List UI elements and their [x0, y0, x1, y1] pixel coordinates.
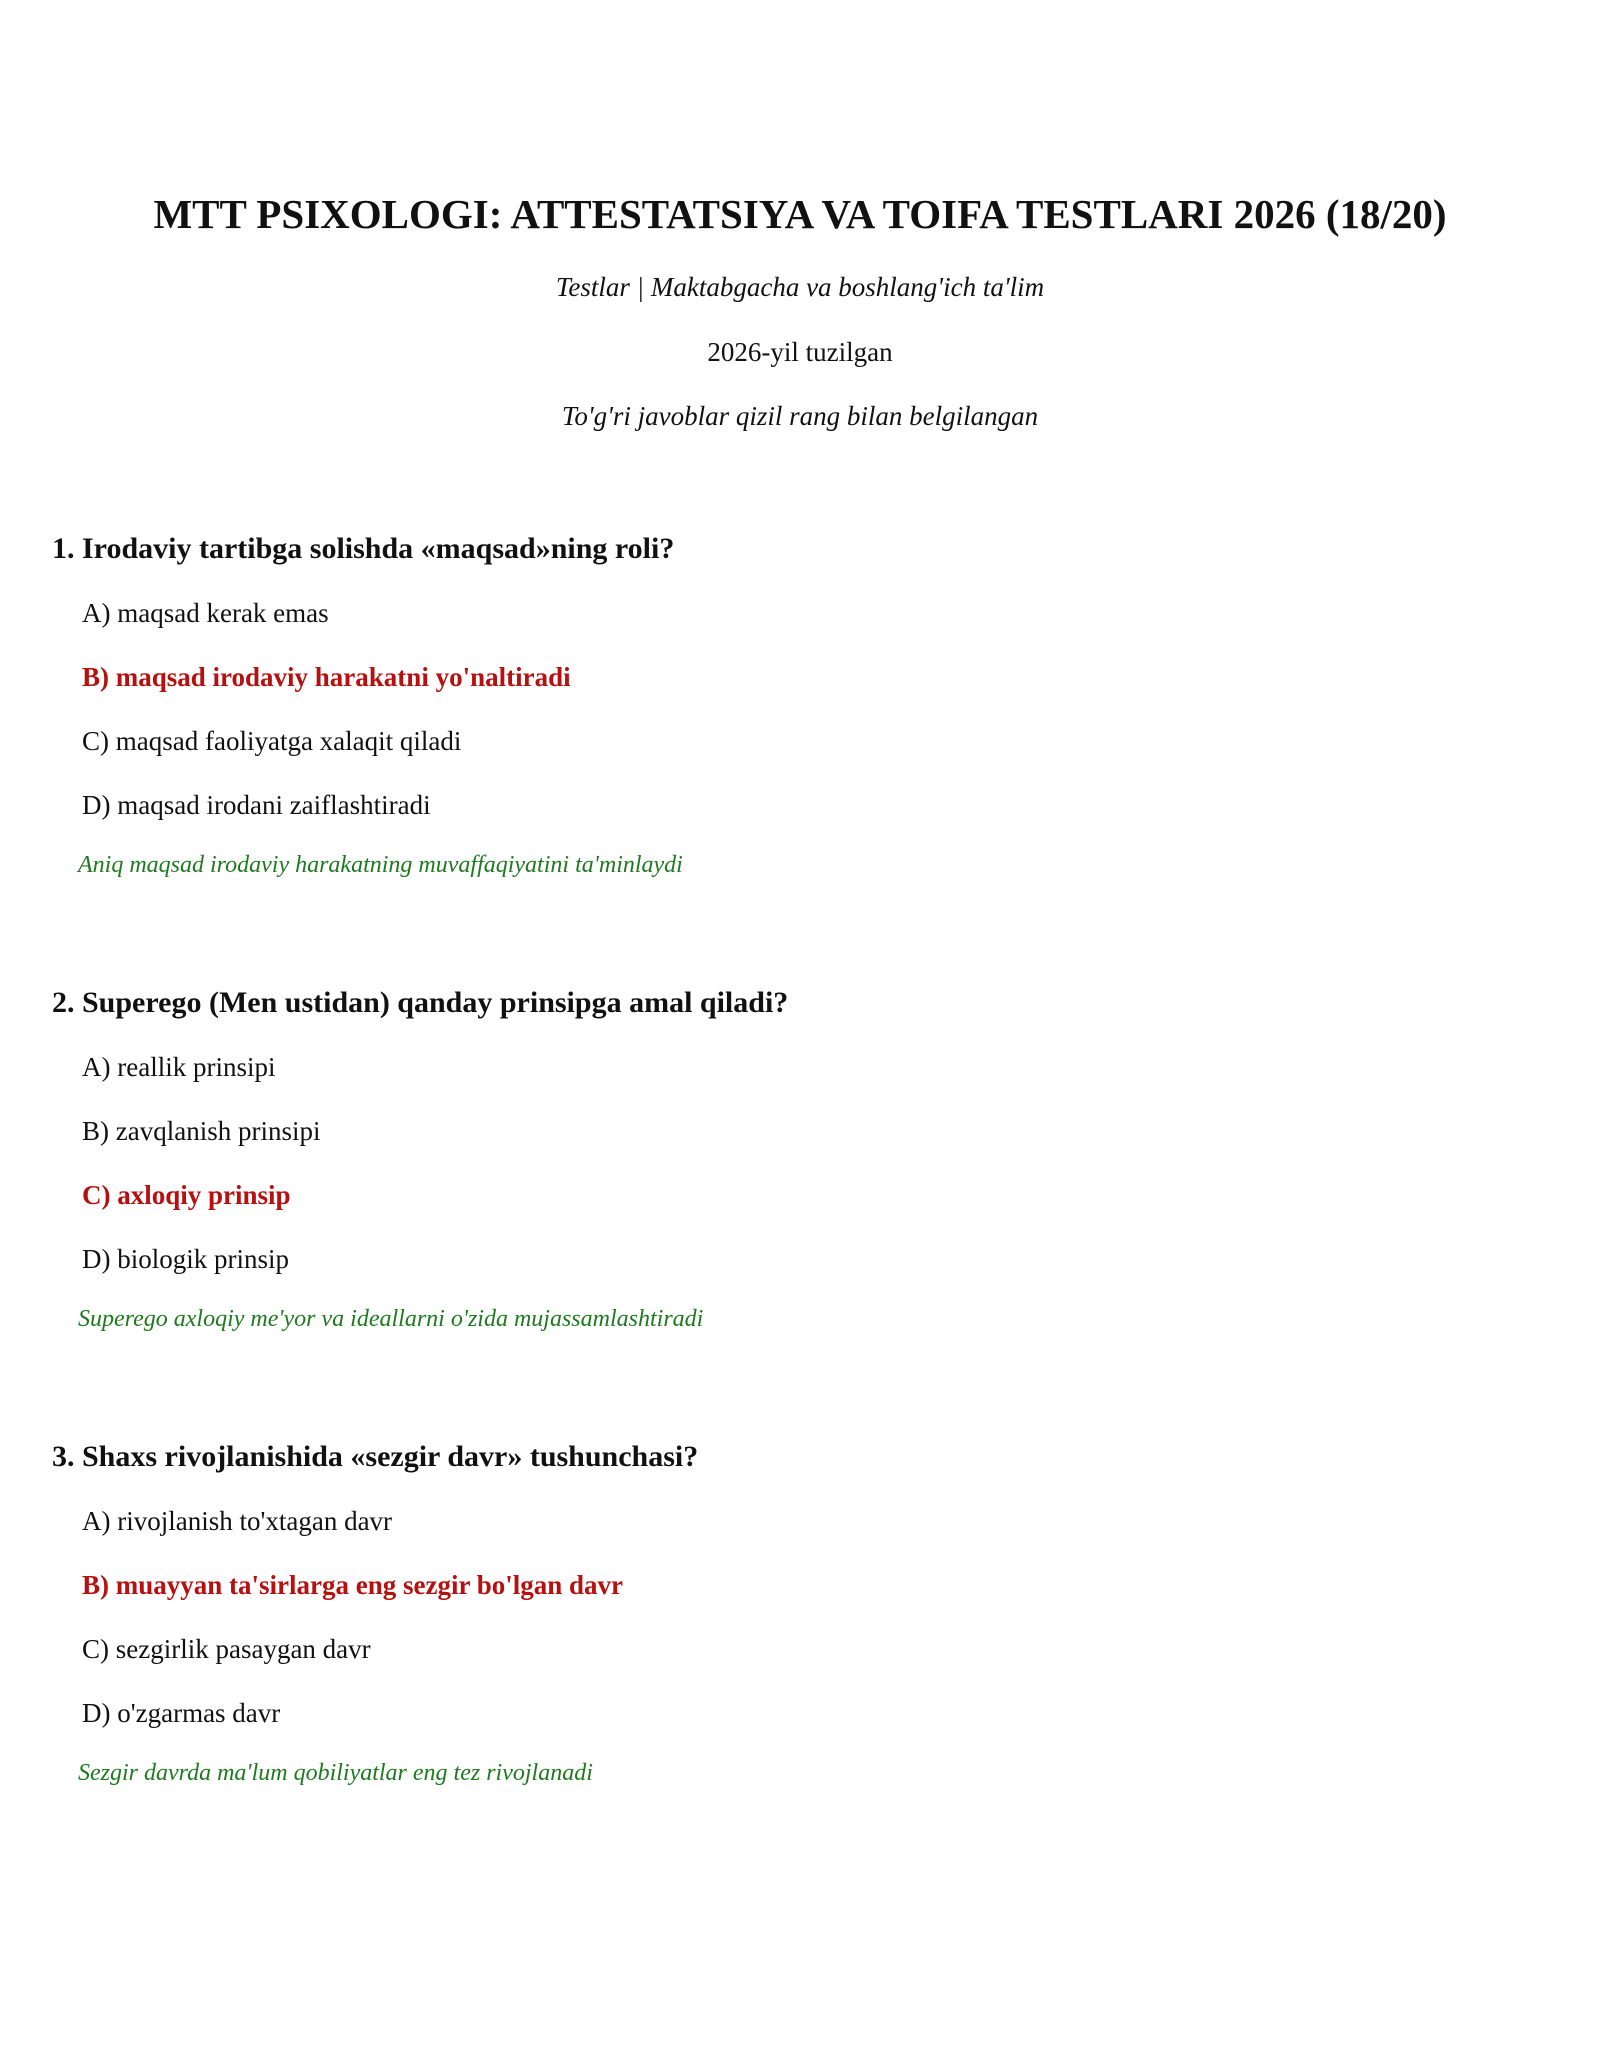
- note-line: To'g'ri javoblar qizil rang bilan belgilangan: [561, 401, 1039, 431]
- question-1: [52, 530, 1552, 880]
- question-title: 2. Superego (Men ustidan) qanday prinsipga amal qiladi?: [52, 986, 789, 1019]
- question-2: [52, 984, 1552, 1334]
- option-c: C) sezgirlik pasaygan davr: [82, 1634, 371, 1664]
- option-a: A) reallik prinsipi: [82, 1052, 276, 1082]
- option-d: D) biologik prinsip: [82, 1244, 289, 1274]
- question-title: 3. Shaxs rivojlanishida «sezgir davr» tushunchasi?: [52, 1440, 699, 1473]
- option-c: C) maqsad faoliyatga xalaqit qiladi: [82, 726, 462, 756]
- option-a: A) rivojlanish to'xtagan davr: [82, 1506, 393, 1536]
- option-d: D) o'zgarmas davr: [82, 1698, 281, 1728]
- explanation: Sezgir davrda ma'lum qobiliyatlar eng tez rivojlanadi: [78, 1760, 593, 1786]
- option-a: A) maqsad kerak emas: [82, 598, 329, 628]
- explanation: Superego axloqiy me'yor va ideallarni o'zida mujassamlashtiradi: [78, 1306, 704, 1332]
- option-b-correct: B) maqsad irodaviy harakatni yo'naltiradi: [82, 662, 571, 692]
- explanation: Aniq maqsad irodaviy harakatning muvaffaqiyatini ta'minlaydi: [78, 852, 683, 878]
- question-3: [52, 1438, 1552, 1788]
- year-line: 2026-yil tuzilgan: [707, 337, 893, 367]
- option-d: D) maqsad irodani zaiflashtiradi: [82, 790, 431, 820]
- option-b: B) zavqlanish prinsipi: [82, 1116, 321, 1146]
- page-title: MTT PSIXOLOGI: ATTESTATSIYA VA TOIFA TESTLARI 2026 (18/20): [153, 191, 1447, 237]
- question-title: 1. Irodaviy tartibga solishda «maqsad»ning roli?: [52, 532, 675, 565]
- option-c-correct: C) axloqiy prinsip: [82, 1180, 291, 1210]
- option-b-correct: B) muayyan ta'sirlarga eng sezgir bo'lgan davr: [82, 1570, 624, 1600]
- category-line: Testlar | Maktabgacha va boshlang'ich ta'lim: [555, 272, 1045, 302]
